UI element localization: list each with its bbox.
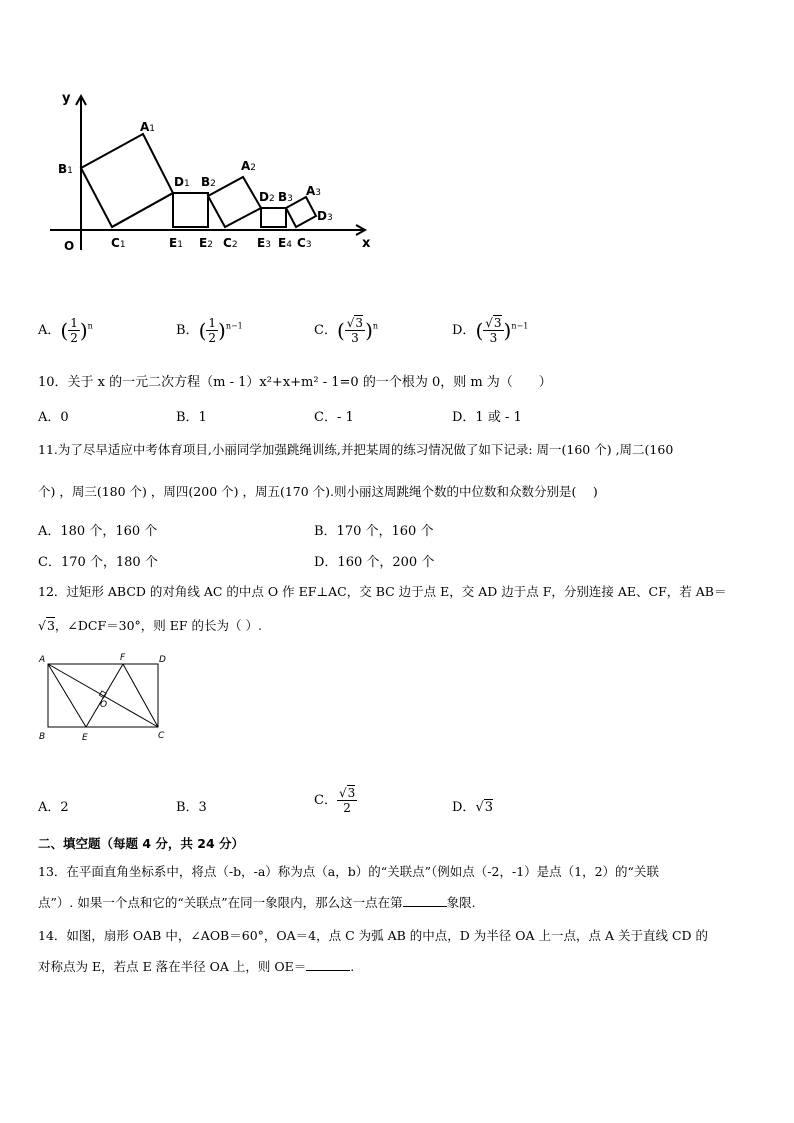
q9-option-a[interactable]: A．( $\frac{1}{2}$ )$^n$ xyxy=(38,316,93,345)
label-c3: C3 xyxy=(297,236,312,250)
rectangle-figure xyxy=(36,648,176,744)
fig2-label-e: E xyxy=(82,733,88,743)
fig2-label-f: F xyxy=(120,653,126,663)
label-e1: E1 xyxy=(169,236,183,250)
axis-x-label: x xyxy=(362,236,371,251)
label-b3: B3 xyxy=(278,190,293,204)
q11-line1: 11.为了尽早适应中考体育项目,小丽同学加强跳绳训练,并把某周的练习情况做了如下记录: 周一(160 个) ,周二(160 xyxy=(38,442,674,457)
fig2-label-a: A xyxy=(39,655,46,665)
label-c1: C1 xyxy=(111,236,126,250)
q11-line2: 个) ，周三(180 个) ，周四(200 个) ，周五(170 个).则小丽这周跳绳个数的中位数和众数分别是( ) xyxy=(38,484,598,499)
q12-line2: √3，∠DCF＝30°，则 EF 的长为（ ）. xyxy=(38,618,263,633)
axis-y-label: y xyxy=(62,91,71,106)
label-d2: D2 xyxy=(259,190,275,204)
q10-option-a[interactable]: A．0 xyxy=(38,410,69,425)
label-b1: B1 xyxy=(58,162,73,176)
q13-line2: 点”）. 如果一个点和它的“关联点”在同一象限内，那么这一点在第 象限. xyxy=(38,895,476,910)
squares-figure xyxy=(40,80,380,270)
q10-option-c[interactable]: C．- 1 xyxy=(314,410,354,425)
q13-answer-blank[interactable] xyxy=(403,894,447,907)
q12-line1: 12．过矩形 ABCD 的对角线 AC 的中点 O 作 EF⊥AC，交 BC 边于点 E，交 AD 边于点 F，分别连接 AE、CF，若 AB＝ xyxy=(38,584,727,599)
q14-line2: 对称点为 E，若点 E 落在半径 OA 上，则 OE＝ . xyxy=(38,959,355,974)
label-a2: A2 xyxy=(241,159,257,173)
segment-ef xyxy=(86,664,123,727)
q12-option-b[interactable]: B．3 xyxy=(176,800,207,815)
q11-option-c[interactable]: C．170 个，180 个 xyxy=(38,555,158,570)
label-d3: D3 xyxy=(317,209,333,223)
q9-option-d[interactable]: D．( $\frac{√3}{3}$ )$^{n-1}$ xyxy=(452,316,529,345)
label-a3: A3 xyxy=(306,184,322,198)
q11-option-a[interactable]: A．180 个，160 个 xyxy=(38,524,158,539)
square-d2 xyxy=(261,208,286,227)
square-2 xyxy=(208,177,261,227)
q11-option-b[interactable]: B．170 个，160 个 xyxy=(314,524,434,539)
q9-option-c[interactable]: C．( $\frac{√3}{3}$ )$^n$ xyxy=(314,316,379,345)
q12-option-a[interactable]: A．2 xyxy=(38,800,69,815)
q10-option-d[interactable]: D．1 或 - 1 xyxy=(452,410,522,425)
diagonal-ac xyxy=(48,664,158,727)
q9-option-b[interactable]: B．( $\frac{1}{2}$ )$^{n-1}$ xyxy=(176,316,243,345)
fig2-label-o: O xyxy=(100,700,108,710)
line-c1-d1 xyxy=(112,193,173,227)
label-d1: D1 xyxy=(174,175,190,189)
section-2-heading: 二、填空题（每题 4 分，共 24 分） xyxy=(38,836,245,851)
square-1 xyxy=(81,134,173,227)
q11-option-d[interactable]: D．160 个，200 个 xyxy=(314,555,435,570)
q13-line1: 13．在平面直角坐标系中，将点（-b，-a）称为点（a，b）的“关联点”（例如点（-2，-1）是点（1，2）的“关联 xyxy=(38,864,659,879)
label-e3: E3 xyxy=(257,236,271,250)
label-a1: A1 xyxy=(140,120,156,134)
square-d1 xyxy=(173,193,208,227)
label-c2: C2 xyxy=(223,236,238,250)
q14-line1: 14．如图，扇形 OAB 中，∠AOB＝60°，OA＝4，点 C 为弧 AB 的中点，D 为半径 OA 上一点，点 A 关于直线 CD 的 xyxy=(38,928,709,943)
segment-ae xyxy=(48,664,86,727)
origin-label: O xyxy=(64,239,75,253)
fig2-label-b: B xyxy=(39,732,46,742)
q10-stem: 10．关于 x 的一元二次方程（m - 1）x²+x+m² - 1=0 的一个根为 0，则 m 为（ ） xyxy=(38,375,552,390)
q10-option-b[interactable]: B．1 xyxy=(176,410,207,425)
label-e4: E4 xyxy=(278,236,292,250)
label-e2: E2 xyxy=(199,236,213,250)
q14-answer-blank[interactable] xyxy=(306,958,350,971)
label-b2: B2 xyxy=(201,175,216,189)
fig2-label-c: C xyxy=(158,731,165,741)
fig2-label-d: D xyxy=(159,655,166,665)
q12-option-d[interactable]: D．√3 xyxy=(452,800,494,815)
q12-option-c[interactable]: C． $\frac{√3}{2}$ xyxy=(314,786,356,815)
